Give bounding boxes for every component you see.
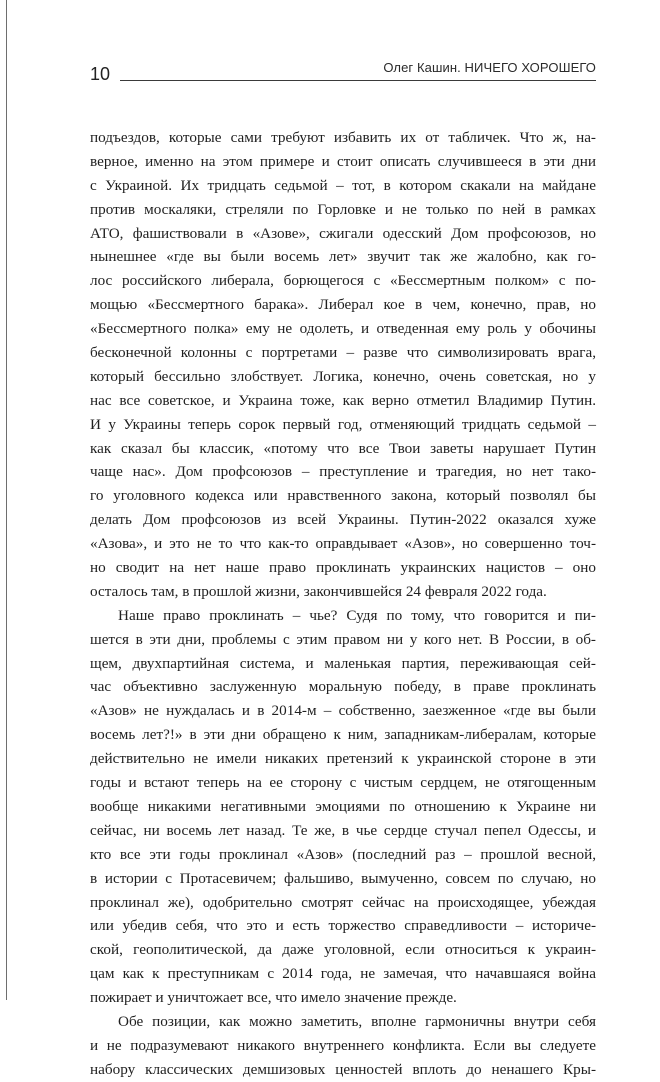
text-line: Наше право проклинать – чье? Судя по тому, что говорится и пи- <box>118 606 596 624</box>
text-line: чаще нас». Дом профсоюзов – преступление и трагедия, но нет тако- <box>90 463 596 481</box>
text-line: Обе позиции, как можно заметить, вполне гармоничны внутри себя <box>118 1012 596 1030</box>
text-line: бесконечной колонны с портретами – разве что символизировать врага, <box>90 344 596 362</box>
text-line: ской, геополитической, да даже уголовной, если относиться к украин- <box>90 941 596 959</box>
text-line: действительно не имели никаких претензий к украинской стороне в эти <box>90 750 596 768</box>
page-edge-line <box>6 0 7 1000</box>
text-line: «Бессмертного полка» ему не одолеть, и отведенная ему роль у обочины <box>90 320 596 338</box>
text-line: «Азова», и это не то что как-то оправдывает «Азов», но совершенно точ- <box>90 535 596 553</box>
text-line: против москаляки, стреляли по Горловке и не только по ней в рамках <box>90 200 596 218</box>
text-line: делать Дом профсоюзов из всей Украины. Путин-2022 оказался хуже <box>90 511 596 529</box>
text-line: цам как к преступникам с 2014 года, не замечая, что начавшаяся война <box>90 965 596 983</box>
text-line: нынешнее «где вы были восемь лет» звучит так же жалобно, как го- <box>90 248 596 266</box>
text-line: мощью «Бессмертного барака». Либерал кое в чем, конечно, прав, но <box>90 296 596 314</box>
text-line: с Украиной. Их тридцать седьмой – тот, в котором скакали на майдане <box>90 176 596 194</box>
text-line: го уголовного кодекса или нравственного закона, который позволял бы <box>90 487 596 505</box>
body-text <box>90 126 596 1082</box>
text-line: нас все советское, и Украина тоже, как верно отметил Владимир Путин. <box>90 391 596 409</box>
text-line: который бессильно злобствует. Логика, конечно, очень советская, но у <box>90 367 596 385</box>
text-line: кто все эти годы проклинал «Азов» (последний раз – прошлой весной, <box>90 845 596 863</box>
text-line: или убедив себя, что это и есть торжество справедливости – историче- <box>90 917 596 935</box>
text-line: восемь лет?!» в эти дни обращено к ним, западникам-либералам, которые <box>90 726 596 744</box>
text-line: верное, именно на этом примере и стоит описать случившееся в эти дни <box>90 152 596 170</box>
page-number: 10 <box>90 64 111 84</box>
text-line: годы и встают теперь на ее сторону с чистым сердцем, не отягощенным <box>90 774 596 792</box>
text-line: щем, двухпартийная система, и маленькая партия, переживающая сей- <box>90 654 596 672</box>
text-line: сейчас, ни восемь лет назад. Те же, в чье сердце стучал пепел Одессы, и <box>90 821 596 839</box>
text-line: осталось там, в прошлой жизни, закончившейся 24 февраля 2022 года. <box>90 582 547 600</box>
text-line: в истории с Протасевичем; фальшиво, вымученно, совсем по случаю, но <box>90 869 596 887</box>
text-line: час объективно заслуженную моральную победу, в праве проклинать <box>90 678 596 696</box>
text-line: вообще никакими негативными эмоциями по отношению к Украине ни <box>90 797 596 815</box>
text-line: проклинал же), одобрительно смотрят сейчас на происходящее, убеждая <box>90 893 596 911</box>
text-line: как сказал бы классик, «потому что все Твои заветы нарушает Путин <box>90 439 596 457</box>
text-line: лос российского либерала, борющегося с «Бессмертным полком» с по- <box>90 272 596 290</box>
text-line: и не подразумевают никакого внутреннего конфликта. Если вы следуете <box>90 1036 596 1054</box>
text-line: АТО, фашиствовали в «Азове», сжигали одесский Дом профсоюзов, но <box>90 224 596 242</box>
text-line: подъездов, которые сами требуют избавить их от табличек. Что ж, на- <box>90 129 596 146</box>
text-line: И у Украины теперь сорок первый год, отменяющий тридцать седьмой – <box>90 415 596 433</box>
header-rule <box>120 80 596 81</box>
text-line: «Азов» не нуждалась и в 2014-м – собственно, заезженное «где вы были <box>90 702 596 720</box>
text-line: шется в эти дни, проблемы с этим правом ни у кого нет. В России, в об- <box>90 630 596 648</box>
running-head-title: Олег Кашин. НИЧЕГО ХОРОШЕГО <box>383 60 596 75</box>
text-line: набору классических демшизовых ценностей вплоть до ненашего Кры- <box>90 1060 596 1078</box>
running-header <box>90 56 596 86</box>
text-line: но сводит на нет наше право проклинать украинских нацистов – оно <box>90 559 596 577</box>
text-line: пожирает и уничтожает все, что имело значение прежде. <box>90 989 457 1007</box>
